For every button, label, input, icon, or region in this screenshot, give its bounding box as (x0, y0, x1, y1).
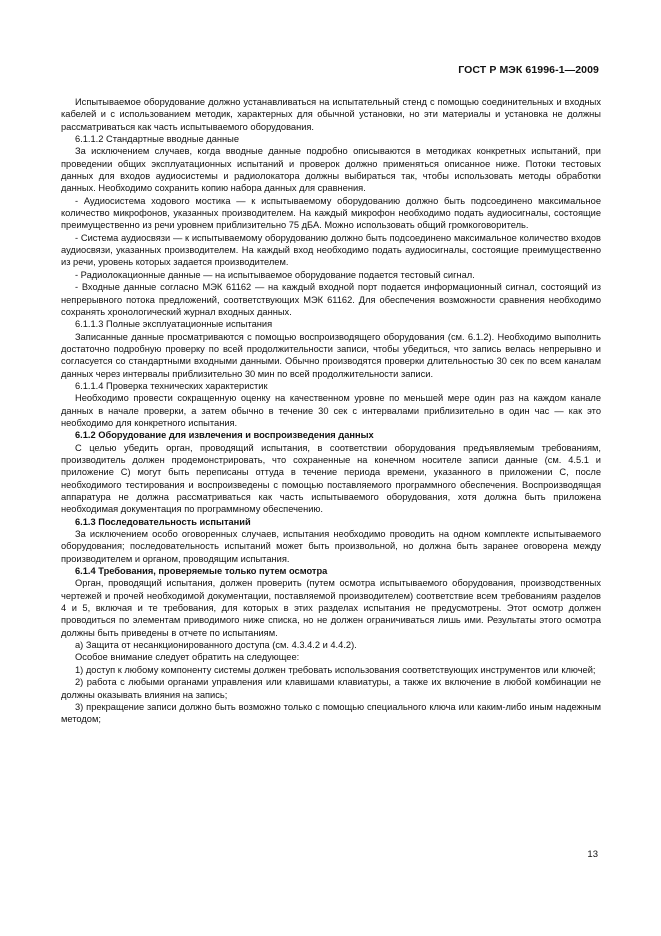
section-heading: 6.1.4 Требования, проверяемые только путем осмотра (75, 566, 328, 577)
paragraph: За исключением случаев, когда вводные данные подробно описываются в методиках конкретных испытаний, при проведении общих эксплуатационных испытаний и проверок должно применяться описанное ниже. Потоки тестовых данных для входов аудиосистемы и радиолокатора должны выбираться так, чтобы использовать методы обработки данных. Необходимо сохранить копию набора данных для сравнения. (61, 146, 601, 194)
list-item: - Система аудиосвязи — к испытываемому оборудованию должно быть подсоединено максимальное количество входов аудиосвязи, указанных производителем. На каждый вход необходимо подать аудиосигналы, состоящие преимущественно из речи, уровень которых задается производителем. (61, 232, 601, 268)
page-number: 13 (587, 849, 598, 860)
list-item: - Входные данные согласно МЭК 61162 — на каждый входной порт подается информационный сигнал, состоящий из непрерывного потока предложений, соответствующих МЭК 61162. Для обеспечения возможности сравнения необходимо сохранять хронологический журнал входных данных. (61, 282, 601, 317)
page-body (61, 96, 601, 726)
document-header: ГОСТ Р МЭК 61996-1—2009 (458, 64, 599, 76)
subsection-heading: 6.1.1.4 Проверка технических характеристик (75, 380, 268, 391)
paragraph: С целью убедить орган, проводящий испытания, в соответствии оборудования предъявляемым требованиям, производитель должен продемонстрировать, что сохраненные на конечном носителе записи данные (см. 4.5.1 и приложение С) могут быть переписаны оттуда в течение периода времени, указанного в приложении С, после необходимого тестирования и воспроизведены с помощью поставляемого программного обеспечения. Воспроизводящая аппаратура не должна рассматриваться как часть испытываемого оборудования, хотя должна быть приложена необходимая документация по программному обеспечению. (61, 442, 601, 515)
paragraph: Орган, проводящий испытания, должен проверить (путем осмотра испытываемого оборудования, производственных чертежей и прочей необходимой документации, поставляемой производителем) соответствие всем требованиям разделов 4 и 5, включая и те требования, для которых в этих разделах испытания не предусмотрены. Этот осмотр должен проводиться по элементам приводимого ниже списка, но не должен ограничиваться лишь ими. Результаты этого осмотра должны быть приведены в отчете по испытаниям. (61, 578, 601, 638)
subsection-heading: 6.1.1.2 Стандартные вводные данные (75, 134, 240, 145)
list-item: 3) прекращение записи должно быть возможно только с помощью специального ключа или каким-либо иным надежным методом; (61, 701, 601, 725)
list-item: - Радиолокационные данные — на испытываемое оборудование подается тестовый сигнал. (75, 269, 475, 280)
list-item: а) Защита от несанкционированного доступа (см. 4.3.4.2 и 4.4.2). (75, 640, 357, 651)
paragraph: Особое внимание следует обратить на следующее: (75, 652, 300, 663)
section-heading: 6.1.3 Последовательность испытаний (75, 516, 251, 527)
subsection-heading: 6.1.1.3 Полные эксплуатационные испытания (75, 319, 273, 330)
list-item: 1) доступ к любому компоненту системы должен требовать использования соответствующих инструментов или ключей; (75, 664, 596, 675)
paragraph: Необходимо провести сокращенную оценку на качественном уровне по меньшей мере один раз на каждом канале данных в начале проверки, а затем обычно в течение 30 сек с интервалами приблизительно в один час — как это необходимо для конкретного испытания. (61, 393, 601, 428)
paragraph: Записанные данные просматриваются с помощью воспроизводящего оборудования (см. 6.1.2). Необходимо выполнить достаточно подробную проверку по всей продолжительности записи, чтобы убедиться, что запись велась непрерывно и согласуется со стандартными входными данными. Обычно производятся проверки длительностью 30 сек по всем каналам данных через интервалы приблизительно 30 мин по всей продолжительности записи. (61, 331, 601, 379)
list-item: 2) работа с любыми органами управления или клавишами клавиатуры, а также их включение в любой комбинации не должны оказывать влияния на запись; (61, 677, 601, 700)
paragraph: За исключением особо оговоренных случаев, испытания необходимо проводить на одном комплекте испытываемого оборудования; последовательность испытаний может быть произвольной, но должна быть заранее оговорена между производителем и органом, проводящим испытания. (61, 529, 601, 564)
section-heading: 6.1.2 Оборудование для извлечения и воспроизведения данных (75, 430, 374, 441)
paragraph: Испытываемое оборудование должно устанавливаться на испытательный стенд с помощью соединительных и входных кабелей и с использованием методик, характерных для обычной установки, но эти материалы и установка не должны рассматриваться как часть испытываемого оборудования. (61, 97, 601, 132)
list-item: - Аудиосистема ходового мостика — к испытываемому оборудованию должно быть подсоединено максимальное количество микрофонов, указанных производителем. На каждый микрофон необходимо подать аудиосигналы, состоящие преимущественно из речи уровнем приблизительно 75 дБА. Можно использовать общий громкоговоритель. (61, 195, 601, 231)
